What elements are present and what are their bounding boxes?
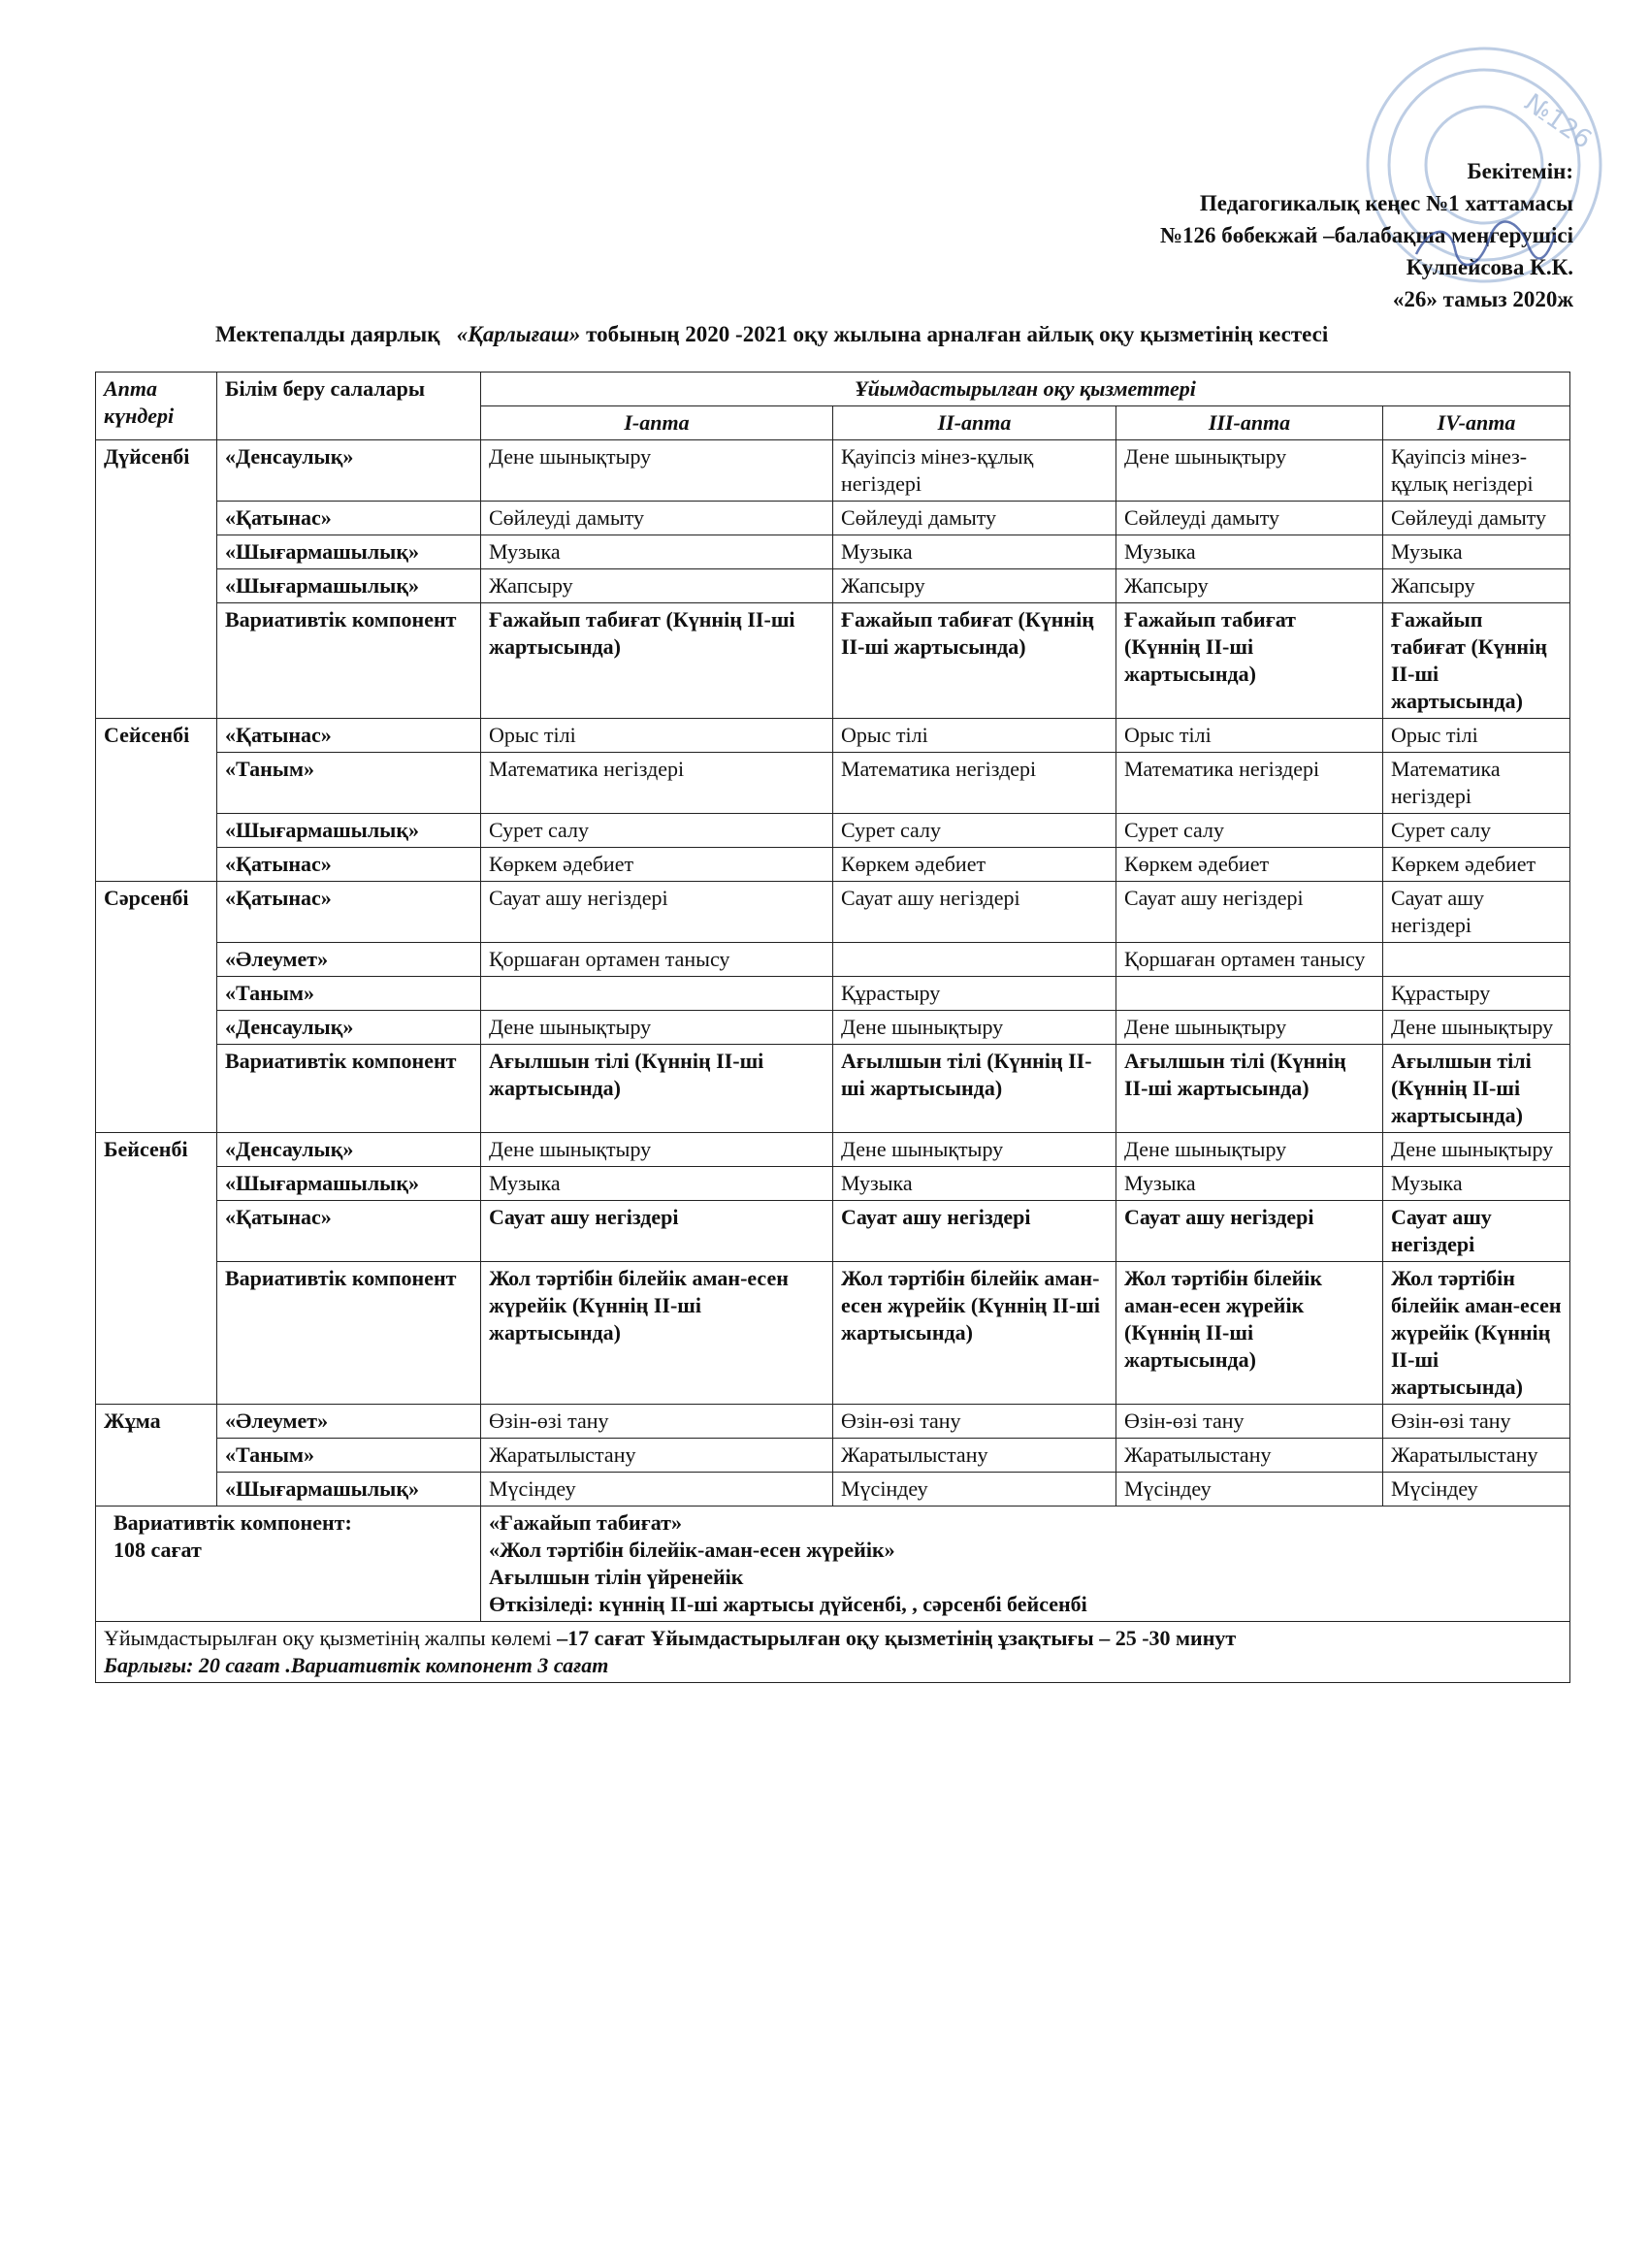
activity-cell-week-3: Музыка [1116,1167,1383,1201]
schedule-row [96,753,1570,814]
activity-cell-week-1: Ғажайып табиғат (Күннің ІІ-ші жартысында) [481,603,833,719]
activity-cell-week-4: Сауат ашу негіздері [1383,882,1570,943]
activity-cell-week-3: Жол тәртібін білейік аман-есен жүрейік (Күннің ІІ-ші жартысында) [1116,1262,1383,1405]
activity-cell-week-4: Жапсыру [1383,569,1570,603]
schedule-row [96,1201,1570,1262]
summary-cell [96,1622,1570,1683]
schedule-row [96,535,1570,569]
activity-cell-week-2: Математика негіздері [833,753,1116,814]
schedule-row [96,502,1570,535]
education-area-cell: Вариативтік компонент [217,1045,481,1133]
activity-cell-week-2: Өзін-өзі тану [833,1405,1116,1439]
activity-cell-week-1: Музыка [481,535,833,569]
activity-cell-week-2: Музыка [833,535,1116,569]
activity-cell-week-4: Дене шынықтыру [1383,1133,1570,1167]
activity-cell-week-3 [1116,977,1383,1011]
header-week-4: IV-апта [1383,406,1570,440]
schedule-row [96,1011,1570,1045]
activity-cell-week-3: Сурет салу [1116,814,1383,848]
title-prefix: Мектепалды даярлық [215,322,440,346]
activity-cell-week-3: Орыс тілі [1116,719,1383,753]
education-area-cell: «Шығармашылық» [217,1473,481,1507]
activity-cell-week-2: Көркем әдебиет [833,848,1116,882]
activity-cell-week-1: Дене шынықтыру [481,1133,833,1167]
activity-cell-week-3: Жапсыру [1116,569,1383,603]
activity-cell-week-3: Қоршаған ортамен танысу [1116,943,1383,977]
activity-cell-week-3: Ғажайып табиғат (Күннің ІІ-ші жартысында) [1116,603,1383,719]
activity-cell-week-4: Қауіпсіз мінез-құлық негіздері [1383,440,1570,502]
title-suffix: тобының 2020 -2021 оқу жылына арналған айлық оқу қызметінің кестесі [586,322,1329,346]
approval-date: «26» тамыз 2020ж [1392,287,1573,311]
activity-cell-week-3: Сөйлеуді дамыту [1116,502,1383,535]
activity-cell-week-2: Қауіпсіз мінез-құлық негіздері [833,440,1116,502]
activity-cell-week-4: Дене шынықтыру [1383,1011,1570,1045]
header-areas: Білім беру салалары [217,373,481,440]
activity-cell-week-3: Математика негіздері [1116,753,1383,814]
activity-cell-week-1: Мүсіндеу [481,1473,833,1507]
activity-cell-week-4: Сауат ашу негіздері [1383,1201,1570,1262]
education-area-cell: «Денсаулық» [217,1133,481,1167]
title-group-name: «Қарлығаш» [456,322,581,346]
activity-cell-week-1: Сөйлеуді дамыту [481,502,833,535]
activity-cell-week-2: Мүсіндеу [833,1473,1116,1507]
activity-cell-week-3: Сауат ашу негіздері [1116,1201,1383,1262]
activity-cell-week-3: Жаратылыстану [1116,1439,1383,1473]
variative-summary-label-cell [96,1507,481,1622]
activity-cell-week-2: Ағылшын тілі (Күннің ІІ-ші жартысында) [833,1045,1116,1133]
education-area-cell: «Шығармашылық» [217,535,481,569]
education-area-cell: Вариативтік компонент [217,603,481,719]
variative-line: «Ғажайып табиғат» [489,1510,682,1535]
variative-line: Ағылшын тілін үйренейік [489,1565,744,1589]
activity-cell-week-3: Өзін-өзі тану [1116,1405,1383,1439]
education-area-cell: «Қатынас» [217,719,481,753]
education-area-cell: «Қатынас» [217,1201,481,1262]
summary-duration: Ұйымдастырылған оқу қызметінің ұзақтығы – 25 -30 минут [644,1626,1237,1650]
activity-cell-week-4: Сөйлеуді дамыту [1383,502,1570,535]
header-week-2: II-апта [833,406,1116,440]
schedule-row [96,569,1570,603]
activity-cell-week-1: Сауат ашу негіздері [481,882,833,943]
activity-cell-week-1: Музыка [481,1167,833,1201]
schedule-row [96,1473,1570,1507]
schedule-row [96,943,1570,977]
schedule-row [96,719,1570,753]
activity-cell-week-1: Сауат ашу негіздері [481,1201,833,1262]
activity-cell-week-4: Сурет салу [1383,814,1570,848]
activity-cell-week-3: Мүсіндеу [1116,1473,1383,1507]
activity-cell-week-1: Орыс тілі [481,719,833,753]
header-activities: Ұйымдастырылған оқу қызметтері [481,373,1570,406]
variative-line: «Жол тәртібін білейік-аман-есен жүрейік» [489,1538,895,1562]
activity-cell-week-1: Жаратылыстану [481,1439,833,1473]
approval-line-3: Кулпейсова К.К. [1406,255,1573,279]
signature-image [1411,215,1557,274]
activity-cell-week-2: Музыка [833,1167,1116,1201]
day-name-cell: Жұма [96,1405,217,1507]
activity-cell-week-1: Ағылшын тілі (Күннің ІІ-ші жартысында) [481,1045,833,1133]
approval-title: Бекітемін: [1467,159,1573,183]
header-week-1: I-апта [481,406,833,440]
day-name-cell: Сәрсенбі [96,882,217,1133]
activity-cell-week-4: Музыка [1383,1167,1570,1201]
activity-cell-week-2: Сауат ашу негіздері [833,882,1116,943]
activity-cell-week-2: Жапсыру [833,569,1116,603]
activity-cell-week-2: Ғажайып табиғат (Күннің ІІ-ші жартысында) [833,603,1116,719]
summary-volume-value: –17 сағат [557,1626,645,1650]
activity-cell-week-2: Орыс тілі [833,719,1116,753]
approval-line-1: Педагогикалық кеңес №1 хаттамасы [1199,191,1573,215]
activity-cell-week-2: Дене шынықтыру [833,1011,1116,1045]
variative-line: Өткізіледі: күннің ІІ-ші жартысы дүйсенбі, , сәрсенбі бейсенбі [489,1592,1087,1616]
education-area-cell: «Қатынас» [217,882,481,943]
activity-cell-week-1: Жапсыру [481,569,833,603]
document-title [215,322,1328,347]
activity-cell-week-1: Дене шынықтыру [481,1011,833,1045]
schedule-row [96,1405,1570,1439]
activity-cell-week-4: Жаратылыстану [1383,1439,1570,1473]
summary-line-2: Барлығы: 20 сағат .Вариативтік компонент 3 сағат [104,1653,609,1677]
activity-cell-week-3: Ағылшын тілі (Күннің ІІ-ші жартысында) [1116,1045,1383,1133]
day-name-cell: Бейсенбі [96,1133,217,1405]
activity-cell-week-1 [481,977,833,1011]
activity-cell-week-3: Дене шынықтыру [1116,440,1383,502]
education-area-cell: Вариативтік компонент [217,1262,481,1405]
activity-cell-week-1: Өзін-өзі тану [481,1405,833,1439]
schedule-row [96,814,1570,848]
activity-cell-week-1: Жол тәртібін білейік аман-есен жүрейік (Күннің ІІ-ші жартысында) [481,1262,833,1405]
activity-cell-week-4: Мүсіндеу [1383,1473,1570,1507]
schedule-row [96,882,1570,943]
activity-cell-week-4: Математика негіздері [1383,753,1570,814]
activity-cell-week-4: Құрастыру [1383,977,1570,1011]
summary-line-1 [104,1625,1562,1652]
activity-cell-week-4 [1383,943,1570,977]
activity-cell-week-3: Көркем әдебиет [1116,848,1383,882]
education-area-cell: «Қатынас» [217,502,481,535]
education-area-cell: «Таным» [217,1439,481,1473]
education-area-cell: «Шығармашылық» [217,569,481,603]
activity-cell-week-2: Құрастыру [833,977,1116,1011]
variative-label: Вариативтік компонент: [113,1510,352,1535]
variative-summary-lines-cell [481,1507,1570,1622]
activity-cell-week-2: Жол тәртібін білейік аман-есен жүрейік (Күннің ІІ-ші жартысында) [833,1262,1116,1405]
activity-cell-week-2: Сөйлеуді дамыту [833,502,1116,535]
approval-line-2: №126 бөбекжай –балабақша меңгерушісі [1159,223,1573,247]
education-area-cell: «Денсаулық» [217,440,481,502]
header-days: Апта күндері [96,373,217,440]
activity-cell-week-1: Көркем әдебиет [481,848,833,882]
education-area-cell: «Денсаулық» [217,1011,481,1045]
schedule-row [96,440,1570,502]
day-name-cell: Дүйсенбі [96,440,217,719]
activity-cell-week-4: Жол тәртібін білейік аман-есен жүрейік (Күннің ІІ-ші жартысында) [1383,1262,1570,1405]
education-area-cell: «Шығармашылық» [217,1167,481,1201]
education-area-cell: «Әлеумет» [217,1405,481,1439]
education-area-cell: «Шығармашылық» [217,814,481,848]
activity-cell-week-4: Өзін-өзі тану [1383,1405,1570,1439]
schedule-row [96,1133,1570,1167]
education-area-cell: «Әлеумет» [217,943,481,977]
activity-cell-week-1: Қоршаған ортамен танысу [481,943,833,977]
activity-cell-week-2: Сауат ашу негіздері [833,1201,1116,1262]
activity-cell-week-4: Музыка [1383,535,1570,569]
education-area-cell: «Таным» [217,977,481,1011]
activity-cell-week-1: Сурет салу [481,814,833,848]
activity-cell-week-4: Ғажайып табиғат (Күннің ІІ-ші жартысында) [1383,603,1570,719]
activity-cell-week-2: Сурет салу [833,814,1116,848]
activity-cell-week-4: Ағылшын тілі (Күннің ІІ-ші жартысында) [1383,1045,1570,1133]
schedule-row [96,603,1570,719]
activity-cell-week-4: Орыс тілі [1383,719,1570,753]
schedule-row [96,977,1570,1011]
education-area-cell: «Таным» [217,753,481,814]
schedule-table [95,372,1570,1683]
schedule-row [96,1262,1570,1405]
schedule-row [96,1167,1570,1201]
activity-cell-week-3: Дене шынықтыру [1116,1133,1383,1167]
schedule-row [96,1439,1570,1473]
day-name-cell: Сейсенбі [96,719,217,882]
activity-cell-week-2: Жаратылыстану [833,1439,1116,1473]
activity-cell-week-4: Көркем әдебиет [1383,848,1570,882]
header-week-3: III-апта [1116,406,1383,440]
schedule-row [96,848,1570,882]
activity-cell-week-1: Математика негіздері [481,753,833,814]
variative-hours: 108 сағат [113,1538,202,1562]
activity-cell-week-3: Музыка [1116,535,1383,569]
activity-cell-week-1: Дене шынықтыру [481,440,833,502]
summary-volume-label: Ұйымдастырылған оқу қызметінің жалпы көлемі [104,1626,558,1650]
activity-cell-week-3: Сауат ашу негіздері [1116,882,1383,943]
schedule-row [96,1045,1570,1133]
activity-cell-week-2 [833,943,1116,977]
education-area-cell: «Қатынас» [217,848,481,882]
activity-cell-week-3: Дене шынықтыру [1116,1011,1383,1045]
activity-cell-week-2: Дене шынықтыру [833,1133,1116,1167]
svg-text:№126: №126 [1518,88,1597,155]
